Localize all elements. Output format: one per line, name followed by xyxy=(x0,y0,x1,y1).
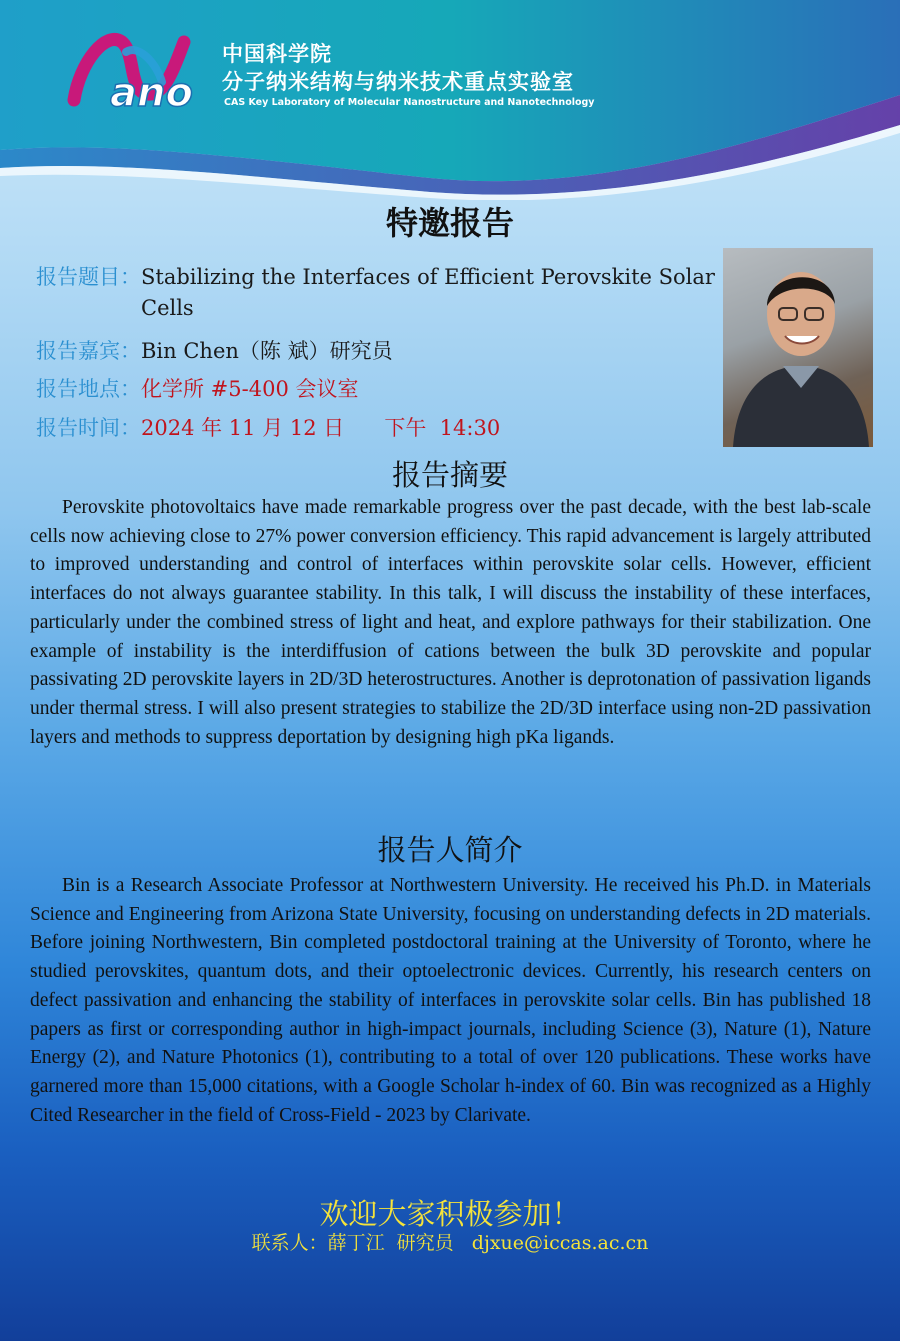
speaker-label: 报告嘉宾： xyxy=(36,339,141,363)
speaker-photo xyxy=(723,248,873,447)
info-time xyxy=(36,413,716,443)
header-banner xyxy=(0,0,900,200)
bio-text: Bin is a Research Associate Professor at Northwestern University. He received his Ph.D. in Materials Science and Engineering from Arizona State University, focusing on understanding defects in 2D materials. Before joining Northwestern, Bin completed postdoctoral training at the University of Toronto, where he studied perovskites, quantum dots, and their optoelectronic devices. Currently, his research centers on defect passivation and enhancing the stability of interfaces in perovskite solar cells. Bin has published 18 papers as first or corresponding author in high-impact journals, including Science (3), Nature (1), Nature Energy (2), and Nature Photonics (1), contributing to a total of over 120 publications. These works have garnered more than 15,000 citations, with a Google Scholar h-index of 60. Bin was recognized as a Highly Cited Researcher in the field of Cross-Field - 2023 by Clarivate. xyxy=(30,875,871,1126)
location-label: 报告地点： xyxy=(36,377,141,401)
page-title: 特邀报告 xyxy=(385,204,514,242)
info-speaker xyxy=(36,336,716,366)
time-value: 2024 年 11 月 12 日 下午 14:30 xyxy=(141,416,501,440)
topic-label: 报告题目： xyxy=(36,265,141,289)
info-topic xyxy=(36,262,716,324)
org-name-cn: 中国科学院 xyxy=(222,42,332,66)
abstract-heading: 报告摘要 xyxy=(391,458,508,492)
speaker-value: Bin Chen（陈 斌）研究员 xyxy=(141,339,393,363)
bio-heading: 报告人简介 xyxy=(377,833,523,867)
info-location xyxy=(36,374,716,404)
nano-logo xyxy=(66,22,206,114)
contact-info: 联系人：薛丁江 研究员 djxue@iccas.ac.cn xyxy=(251,1232,649,1254)
topic-value: Stabilizing the Interfaces of Efficient Perovskite Solar Cells xyxy=(141,265,715,320)
lab-name-en: CAS Key Laboratory of Molecular Nanostructure and Nanotechnology xyxy=(224,97,595,108)
abstract-text: Perovskite photovoltaics have made remarkable progress over the past decade, with the best lab-scale cells now achieving close to 27% power conversion efficiency. This rapid advancement is largely attributed to improved understanding and control of interfaces within perovskite solar cells. However, efficient interfaces do not always guarantee stability. In this talk, I will discuss the instability of these interfaces, particularly under the combined stress of light and heat, and explore pathways for their stabilization. One example of instability is the interdiffusion of cations between the bulk 3D perovskite and popular passivating 2D perovskite layers in 2D/3D heterostructures. Another is deprotonation of passivation ligands under thermal stress. I will also present strategies to stabilize the 2D/3D interface using non-2D passivation layers and methods to suppress deportation by designing high pKa ligands. xyxy=(30,497,871,748)
location-value: 化学所 #5-400 会议室 xyxy=(141,377,359,401)
time-label: 报告时间： xyxy=(36,416,141,440)
lab-name-cn: 分子纳米结构与纳米技术重点实验室 xyxy=(222,70,574,94)
logo-text: ano xyxy=(110,70,193,114)
welcome-message: 欢迎大家积极参加！ xyxy=(319,1197,581,1231)
